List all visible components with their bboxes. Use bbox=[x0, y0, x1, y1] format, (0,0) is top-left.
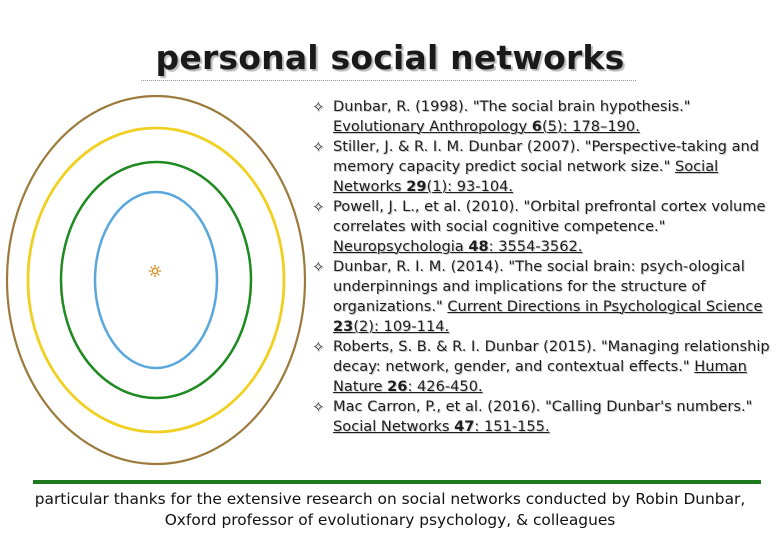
title-underline bbox=[141, 80, 636, 81]
reference-item bbox=[312, 257, 772, 337]
reference-text: Roberts, S. B. & R. I. Dunbar (2015). "Managing relationship decay: network, gender, and contextual effects." bbox=[333, 338, 770, 375]
source-volume: 23 bbox=[333, 318, 354, 335]
source-volume: 6 bbox=[531, 118, 542, 135]
source-volume: 47 bbox=[454, 418, 475, 435]
source-pages: : 3554-3562. bbox=[488, 238, 583, 255]
source-title: Human Nature bbox=[333, 358, 747, 395]
source-pages: : 426-450. bbox=[407, 378, 483, 395]
slide-title: personal social networks bbox=[155, 38, 625, 77]
reference-list bbox=[312, 97, 772, 437]
footer-line-1: particular thanks for the extensive research on social networks conducted by Robin Dunbar, bbox=[34, 490, 746, 508]
inner-ring bbox=[95, 192, 217, 368]
reference-text: Powell, J. L., et al. (2010). "Orbital prefrontal cortex volume correlates with social cognitive competence." bbox=[333, 198, 766, 235]
reference-source bbox=[333, 418, 550, 435]
source-title: Current Directions in Psychological Science bbox=[447, 298, 763, 315]
concentric-circles-diagram bbox=[0, 95, 310, 473]
source-volume: 29 bbox=[406, 178, 427, 195]
reference-item bbox=[312, 197, 772, 257]
third-ring bbox=[28, 128, 284, 432]
source-pages: (2): 109-114. bbox=[353, 318, 450, 335]
source-title: Neuropsychologia bbox=[333, 238, 464, 255]
outer-ring bbox=[7, 96, 305, 464]
source-pages: (1): 93-104. bbox=[426, 178, 514, 195]
four-point-star-bullet-icon: ✧ bbox=[312, 198, 325, 216]
reference-text: Mac Carron, P., et al. (2016). "Calling Dunbar's numbers." bbox=[333, 398, 753, 415]
reference-item bbox=[312, 97, 772, 137]
four-point-star-bullet-icon: ✧ bbox=[312, 98, 325, 116]
reference-source bbox=[333, 118, 640, 135]
four-point-star-bullet-icon: ✧ bbox=[312, 258, 325, 276]
source-title: Social Networks bbox=[333, 158, 719, 195]
four-point-star-bullet-icon: ✧ bbox=[312, 138, 325, 156]
acknowledgement-footer bbox=[0, 489, 780, 531]
source-volume: 26 bbox=[387, 378, 408, 395]
reference-text: Stiller, J. & R. I. M. Dunbar (2007). "Perspective-taking and memory capacity predict social network size." bbox=[333, 138, 760, 175]
reference-source bbox=[333, 238, 582, 255]
second-ring bbox=[61, 162, 251, 398]
reference-item bbox=[312, 397, 772, 437]
source-volume: 48 bbox=[468, 238, 489, 255]
footer-line-2: Oxford professor of evolutionary psychology, & colleagues bbox=[164, 511, 616, 529]
source-pages: : 151-155. bbox=[474, 418, 550, 435]
four-point-star-bullet-icon: ✧ bbox=[312, 338, 325, 356]
source-pages: (5): 178–190. bbox=[541, 118, 640, 135]
reference-text: Dunbar, R. (1998). "The social brain hypothesis." bbox=[333, 98, 691, 115]
reference-text: Dunbar, R. I. M. (2014). "The social brain: psych-ological underpinnings and implications for the structure of organizations." bbox=[333, 258, 745, 315]
section-divider bbox=[33, 480, 761, 484]
reference-item bbox=[312, 137, 772, 197]
four-point-star-bullet-icon: ✧ bbox=[312, 398, 325, 416]
source-title: Evolutionary Anthropology bbox=[333, 118, 528, 135]
sun-star-icon bbox=[149, 265, 161, 277]
source-title: Social Networks bbox=[333, 418, 450, 435]
reference-item bbox=[312, 337, 772, 397]
